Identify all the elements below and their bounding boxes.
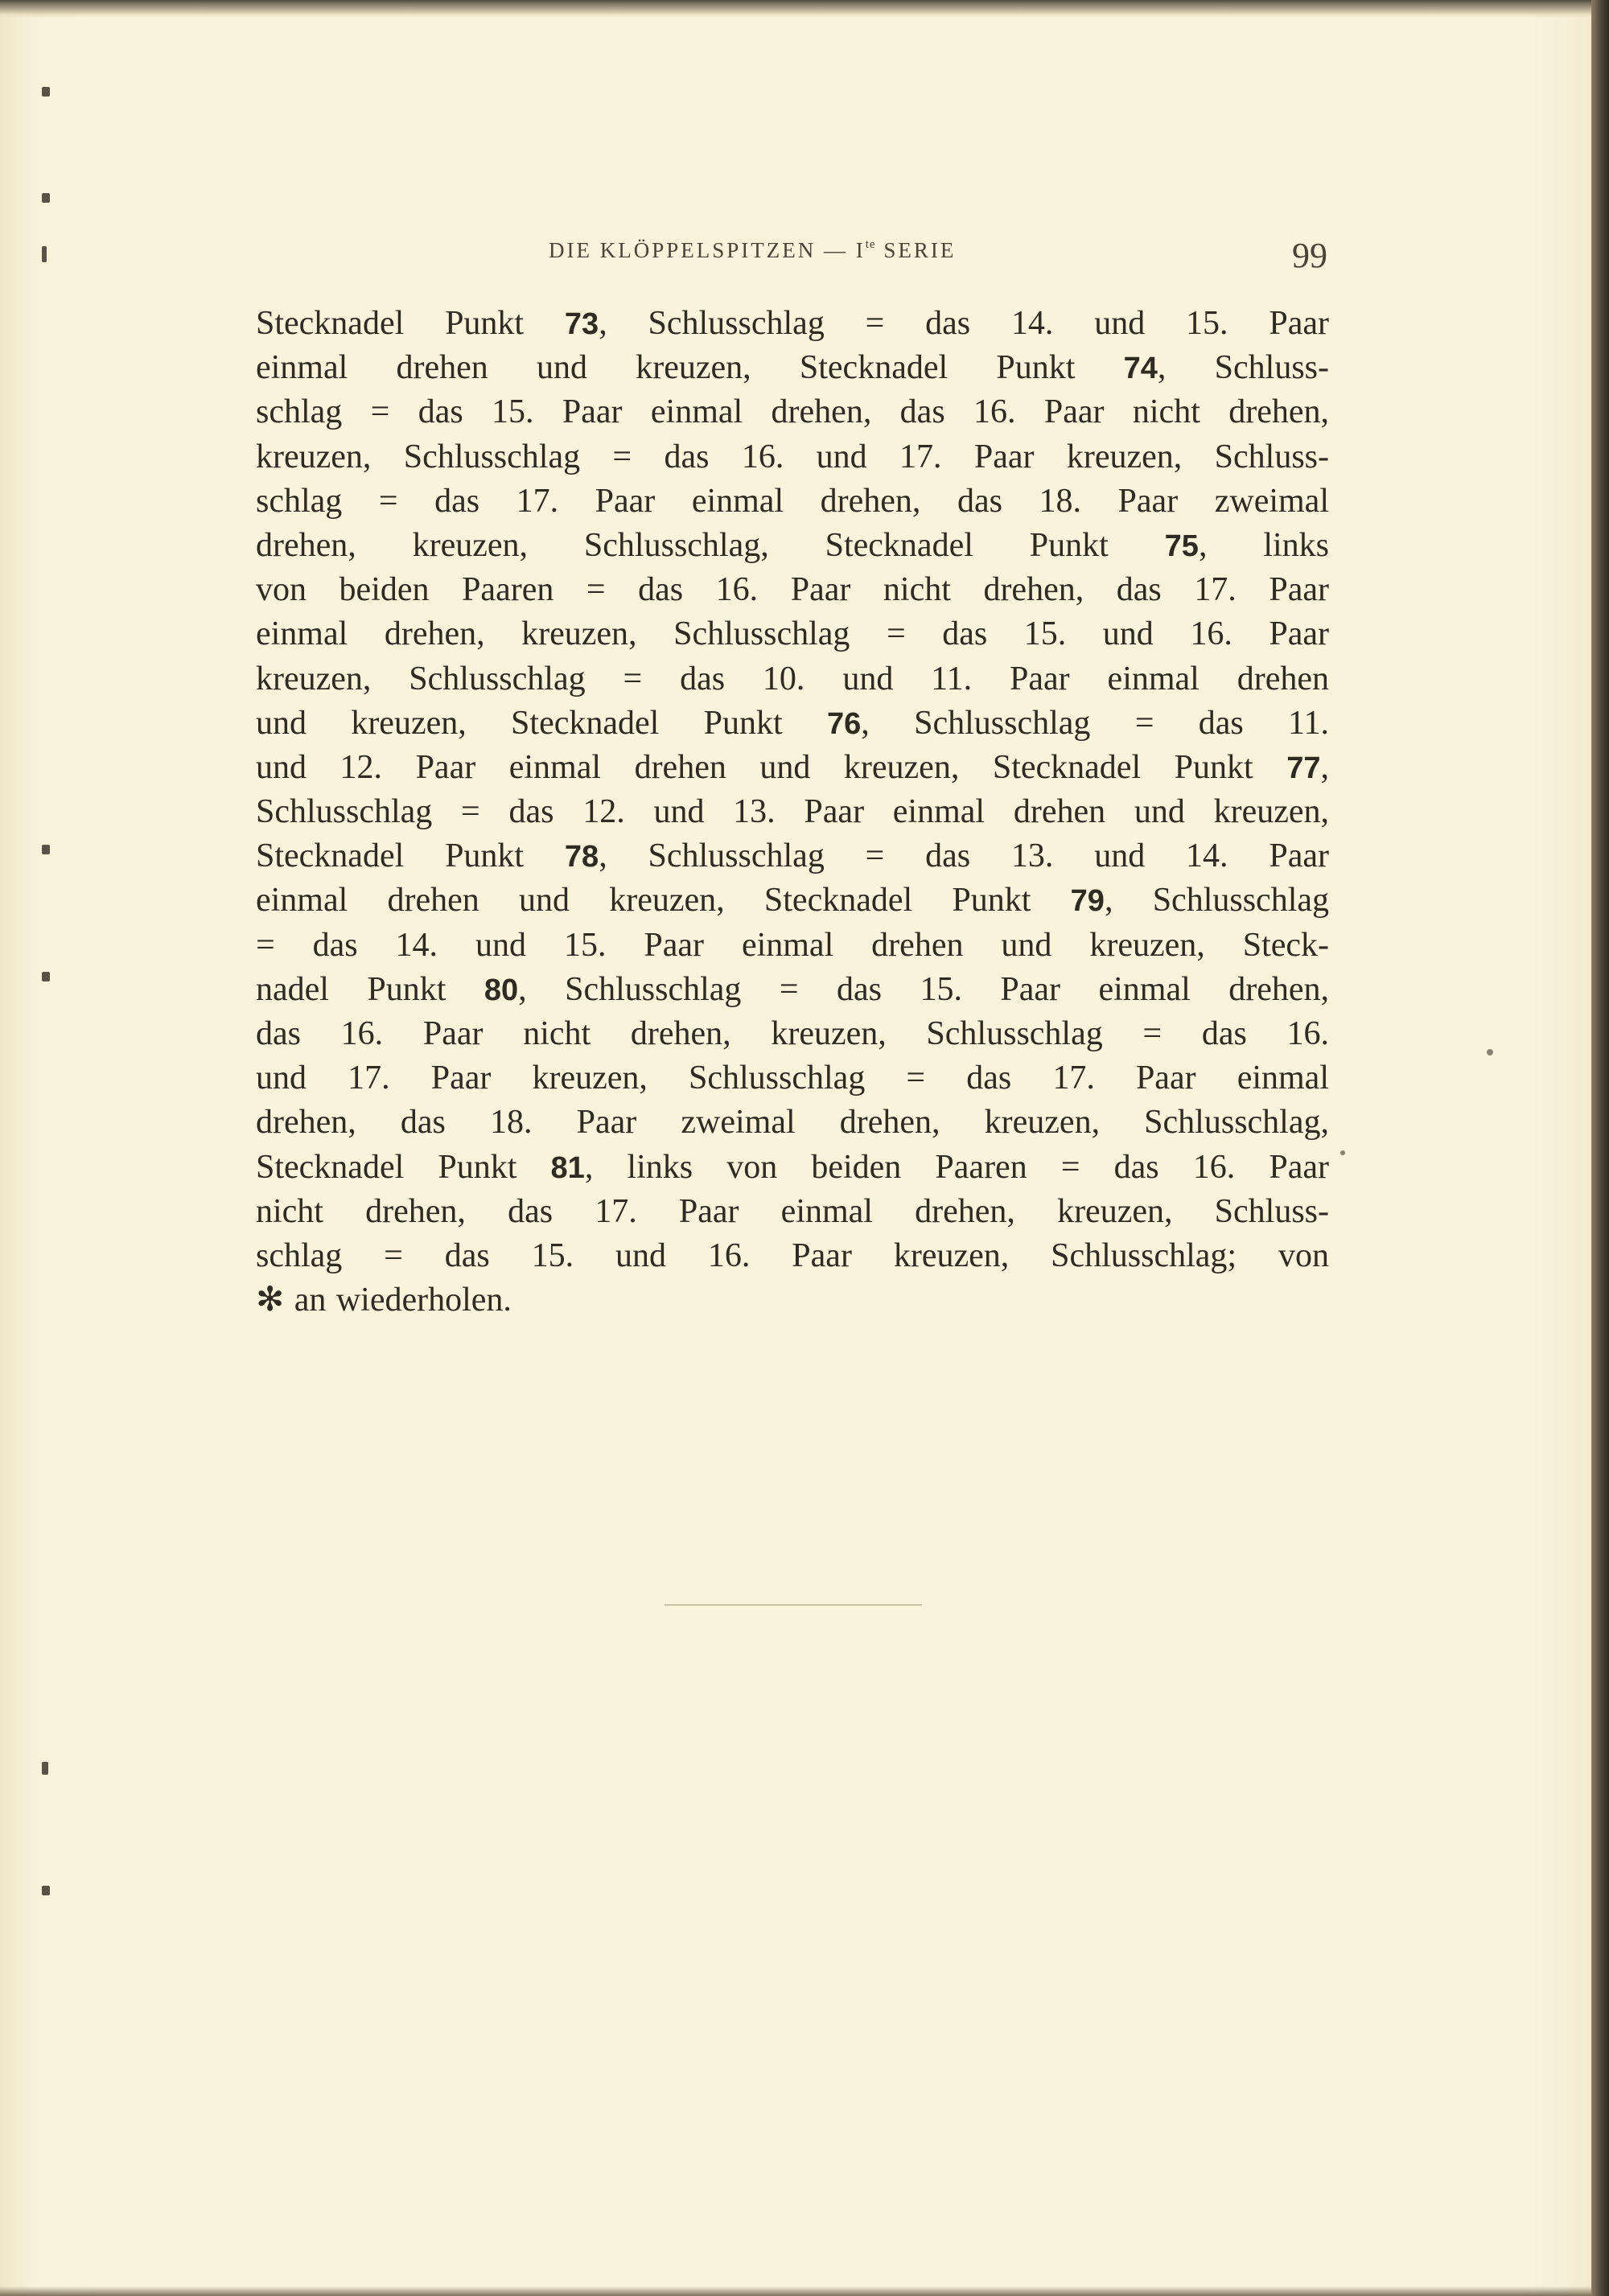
binding-stitch: [42, 1762, 48, 1775]
page-number: 99: [1292, 236, 1327, 275]
point-number: 74: [1123, 352, 1158, 386]
text-segment: das 16. Paar nicht drehen, kreuzen, Schlusschlag = das 16.: [256, 1015, 1329, 1052]
text-line: [256, 1056, 1329, 1101]
binding-stitch: [42, 972, 50, 981]
text-segment: kreuzen, Schlusschlag = das 10. und 11. Paar einmal drehen: [256, 660, 1329, 697]
point-number: 77: [1286, 751, 1321, 785]
text-line: [256, 346, 1329, 390]
paper-speck: [1340, 1150, 1345, 1155]
point-number: 80: [484, 973, 519, 1007]
text-segment: ,: [1320, 748, 1329, 786]
text-segment: schlag = das 15. und 16. Paar kreuzen, Schlusschlag; von: [256, 1236, 1329, 1274]
text-line: [256, 746, 1329, 790]
running-header: [257, 238, 1327, 286]
text-line: [256, 479, 1329, 524]
binding-stitch: [42, 87, 50, 97]
text-segment: einmal drehen, kreuzen, Schlusschlag = das 15. und 16. Paar: [256, 615, 1329, 653]
text-segment: kreuzen, Schlusschlag = das 16. und 17. Paar kreuzen, Schluss-: [256, 438, 1329, 475]
text-line: [256, 302, 1329, 346]
text-segment: nadel Punkt: [256, 970, 484, 1008]
text-line: [256, 702, 1329, 746]
text-segment: und 17. Paar kreuzen, Schlusschlag = das 17. Paar einmal: [256, 1060, 1329, 1097]
text-segment: , links von beiden Paaren = das 16. Paar: [584, 1148, 1329, 1186]
text-line: [256, 612, 1329, 656]
book-edge: [1591, 0, 1609, 2296]
binding-stitch: [42, 845, 50, 854]
page-top-edge: [0, 0, 1609, 18]
text-segment: drehen, das 18. Paar zweimal drehen, kreuzen, Schlusschlag,: [256, 1104, 1329, 1142]
text-segment: = das 14. und 15. Paar einmal drehen und kreuzen, Steck-: [256, 926, 1329, 964]
point-number: 81: [550, 1150, 585, 1185]
text-segment: Stecknadel Punkt: [256, 305, 565, 342]
text-line: [256, 1146, 1329, 1190]
text-line: [256, 834, 1329, 878]
page-bottom-edge: [0, 2286, 1591, 2296]
text-line: [256, 1012, 1329, 1056]
text-line: [256, 524, 1329, 568]
text-segment: , Schlusschlag = das 11.: [861, 704, 1329, 742]
text-line: [256, 968, 1329, 1012]
text-segment: von beiden Paaren = das 16. Paar nicht drehen, das 17. Paar: [256, 571, 1329, 609]
text-line: [256, 878, 1329, 923]
text-line: [256, 924, 1329, 968]
end-rule: [665, 1604, 922, 1606]
point-number: 75: [1164, 529, 1199, 563]
point-number: 78: [564, 840, 599, 874]
text-segment: drehen, kreuzen, Schlusschlag, Stecknadel Punkt: [256, 526, 1165, 564]
text-segment: , Schlusschlag = das 14. und 15. Paar: [599, 305, 1329, 342]
text-segment: nicht drehen, das 17. Paar einmal drehen, kreuzen, Schluss-: [256, 1192, 1329, 1230]
text-line: [256, 1278, 1329, 1323]
binding-stitch: [42, 193, 50, 203]
text-line: [256, 1190, 1329, 1234]
point-number: 73: [564, 307, 599, 341]
text-line: [256, 1101, 1329, 1145]
text-line: [256, 1234, 1329, 1278]
binding-stitch: [42, 246, 47, 262]
text-segment: , Schlusschlag = das 15. Paar einmal drehen,: [518, 970, 1330, 1008]
text-segment: Stecknadel Punkt: [256, 837, 565, 875]
text-segment: Stecknadel Punkt: [256, 1148, 551, 1186]
body-paragraph: [256, 302, 1329, 1323]
text-segment: ✻ an wiederholen.: [256, 1282, 512, 1319]
point-number: 79: [1070, 884, 1105, 919]
text-line: [256, 790, 1329, 834]
binding-stitch: [42, 1886, 50, 1895]
point-number: 76: [827, 706, 862, 741]
text-line: [256, 657, 1329, 702]
text-segment: , Schlusschlag: [1104, 882, 1329, 920]
text-segment: einmal drehen und kreuzen, Stecknadel Punkt: [256, 882, 1071, 920]
text-segment: , links: [1198, 526, 1329, 564]
running-title: DIE KLÖPPELSPITZEN — $I^{te}$ SERIE: [549, 238, 957, 262]
paper-speck: [1487, 1049, 1493, 1055]
text-line: [256, 568, 1329, 612]
text-segment: Schlusschlag = das 12. und 13. Paar einmal drehen und kreuzen,: [256, 793, 1329, 831]
text-segment: , Schlusschlag = das 13. und 14. Paar: [599, 837, 1329, 875]
text-segment: schlag = das 17. Paar einmal drehen, das 18. Paar zweimal: [256, 482, 1329, 520]
text-segment: einmal drehen und kreuzen, Stecknadel Punkt: [256, 349, 1124, 387]
text-segment: schlag = das 15. Paar einmal drehen, das 16. Paar nicht drehen,: [256, 393, 1329, 431]
text-segment: und kreuzen, Stecknadel Punkt: [256, 704, 827, 742]
text-segment: und 12. Paar einmal drehen und kreuzen, Stecknadel Punkt: [256, 748, 1287, 786]
text-line: [256, 390, 1329, 434]
text-segment: , Schluss-: [1157, 349, 1329, 387]
text-line: [256, 435, 1329, 479]
